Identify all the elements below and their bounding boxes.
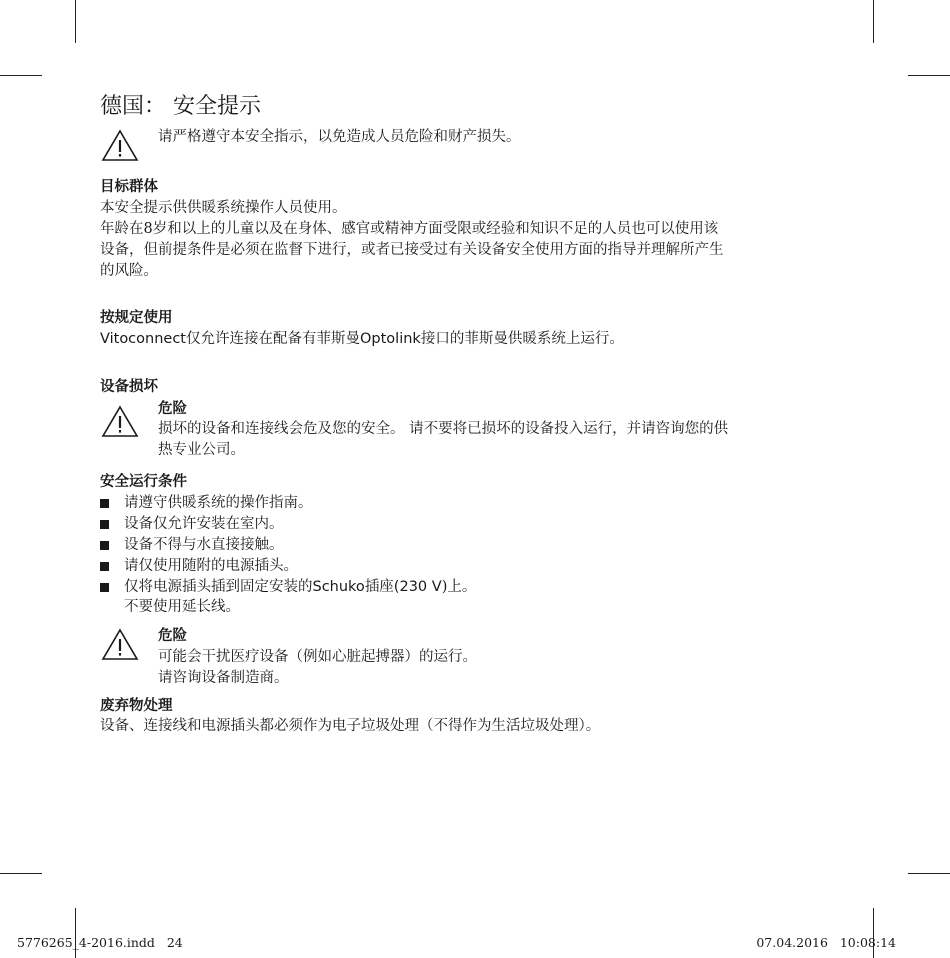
intended-use-text-part: 仅允许连接在配备有菲斯曼 xyxy=(186,331,360,347)
crop-mark xyxy=(873,0,874,43)
list-item: 设备不得与水直接接触。 xyxy=(124,537,284,553)
damage-line: 热专业公司。 xyxy=(158,442,245,458)
warning-icon xyxy=(101,129,139,163)
intended-use-text xyxy=(100,329,624,350)
bullet-icon xyxy=(100,499,109,508)
bullet-icon xyxy=(100,541,109,550)
list-item-continuation: 不要使用延长线。 xyxy=(124,599,240,615)
bullet-icon xyxy=(100,520,109,529)
intended-use-text-part: 接口的菲斯曼供暖系统上运行。 xyxy=(420,331,624,347)
product-name: Vitoconnect xyxy=(100,331,186,347)
crop-mark xyxy=(75,0,76,43)
disposal-heading: 废弃物处理 xyxy=(100,698,173,714)
bullet-icon xyxy=(100,562,109,571)
target-group-line: 设备，但前提条件是必须在监督下进行，或者已接受过有关设备安全使用方面的指导并理解所产生 xyxy=(100,242,724,258)
list-item: 请遵守供暖系统的操作指南。 xyxy=(124,495,313,511)
crop-mark xyxy=(908,873,950,874)
safe-operation-danger-label: 危险 xyxy=(158,628,187,644)
footer-timestamp: 07.04.2016 10:08:14 xyxy=(756,935,896,950)
footer-file-info: 5776265_4-2016.indd 24 xyxy=(17,935,183,950)
plug-type: Schuko xyxy=(312,579,365,595)
target-group-paragraph xyxy=(100,198,830,282)
damage-heading: 设备损坏 xyxy=(100,379,158,395)
bullet-icon xyxy=(100,583,109,592)
list-item xyxy=(124,577,476,598)
list-item-part: )上。 xyxy=(441,579,477,595)
list-item: 设备仅允许安装在室内。 xyxy=(124,516,284,532)
target-group-line: 本安全提示供供暖系统操作人员使用。 xyxy=(100,200,347,216)
safe-operation-heading: 安全运行条件 xyxy=(100,474,187,490)
warning-icon xyxy=(101,628,139,662)
intended-use-heading: 按规定使用 xyxy=(100,310,173,326)
intro-warning-text: 请严格遵守本安全指示，以免造成人员危险和财产损失。 xyxy=(158,129,521,145)
target-group-heading: 目标群体 xyxy=(100,179,158,195)
list-item-part: 插座( xyxy=(364,579,400,595)
crop-mark xyxy=(0,873,42,874)
voltage-value: 230 V xyxy=(399,579,442,595)
target-group-line: 的风险。 xyxy=(100,263,158,279)
list-item: 请仅使用随附的电源插头。 xyxy=(124,558,298,574)
danger-line: 可能会干扰医疗设备（例如心脏起搏器）的运行。 xyxy=(158,649,477,665)
target-group-line: 年龄在8岁和以上的儿童以及在身体、感官或精神方面受限或经验和知识不足的人员也可以使用该 xyxy=(100,221,719,237)
crop-mark xyxy=(908,75,950,76)
interface-name: Optolink xyxy=(360,331,421,347)
warning-icon xyxy=(101,405,139,439)
danger-line: 请咨询设备制造商。 xyxy=(158,670,289,686)
crop-mark xyxy=(0,75,42,76)
list-item-part: 仅将电源插头插到固定安装的 xyxy=(124,579,313,595)
damage-danger-label: 危险 xyxy=(158,401,187,417)
damage-line: 损坏的设备和连接线会危及您的安全。 请不要将已损坏的设备投入运行，并请咨询您的供 xyxy=(158,421,729,437)
disposal-text: 设备、连接线和电源插头都必须作为电子垃圾处理（不得作为生活垃圾处理）。 xyxy=(100,718,601,734)
page-title: 德国： 安全提示 xyxy=(100,94,261,119)
